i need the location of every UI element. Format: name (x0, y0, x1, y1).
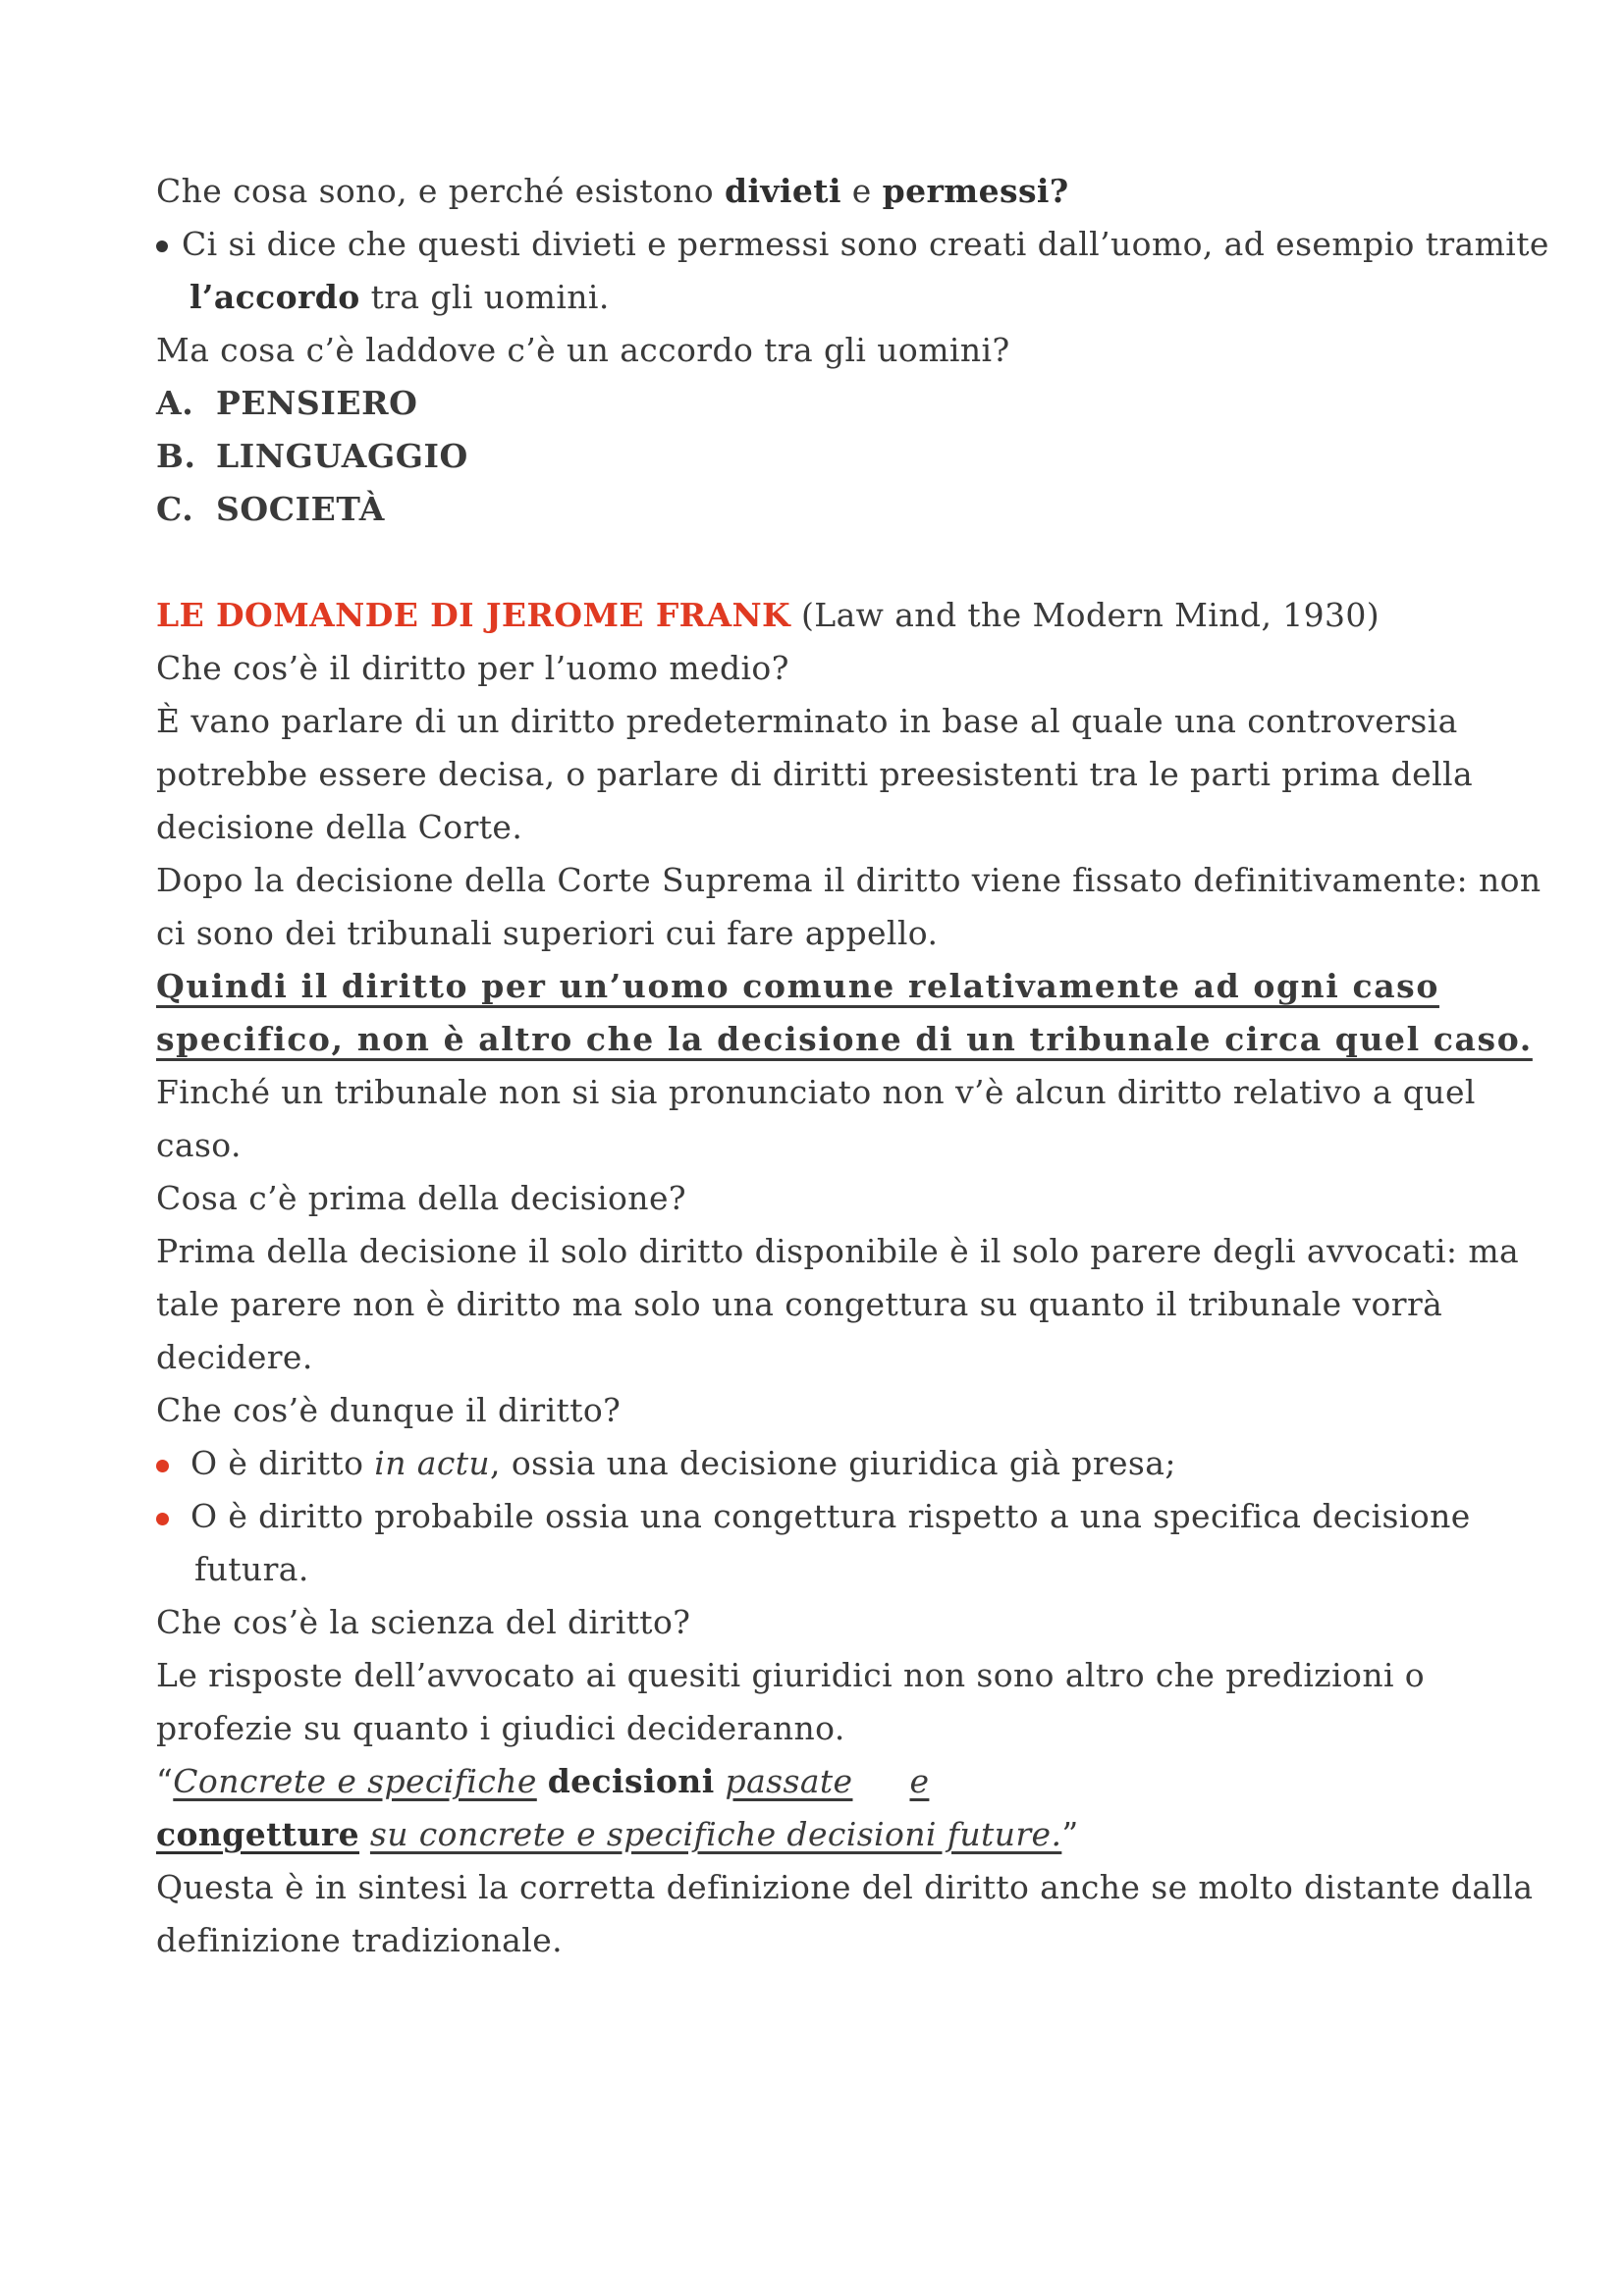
list-letter: B. (156, 437, 196, 475)
emphasis-line (156, 960, 1491, 1013)
list-text: SOCIETÀ (216, 490, 385, 528)
paragraph-line: definizione tradizionale. (156, 1921, 564, 1959)
paragraph-line: profezie su quanto i giudici decideranno. (156, 1709, 845, 1747)
bullet-icon (156, 1513, 169, 1525)
bullet-icon (156, 240, 168, 252)
paragraph-line: caso. (156, 1126, 242, 1164)
paragraph-line: potrebbe essere decisa, o parlare di diritti preesistenti tra le parti prima della (156, 755, 1474, 793)
emphasis-line (156, 1013, 1533, 1066)
quote-mark: ” (1061, 1815, 1079, 1853)
heading-reference: (Law and the Modern Mind, 1930) (790, 596, 1380, 634)
paragraph-line: tale parere non è diritto ma solo una congettura su quanto il tribunale vorrà (156, 1285, 1443, 1323)
text: O è diritto probabile ossia una congettura rispetto a una specifica decisione (190, 1497, 1471, 1535)
text: , ossia una decisione giuridica già presa; (490, 1444, 1176, 1482)
bullet-icon (156, 1460, 169, 1472)
italic-text: in actu (374, 1444, 491, 1482)
underlined-italic-text: su concrete e specifiche decisioni future. (369, 1815, 1062, 1853)
section-heading (156, 589, 1491, 642)
red-bullet-1 (156, 1437, 1491, 1490)
paragraph-line: Le risposte dell’avvocato ai quesiti giuridici non sono altro che predizioni o (156, 1656, 1426, 1694)
paragraph: Che cos’è la scienza del diritto? (156, 1603, 691, 1641)
underlined-italic-text: passate (725, 1762, 853, 1800)
underlined-bold-text: Quindi il diritto per un’uomo comune relativamente ad ogni caso (156, 967, 1439, 1005)
list-text: LINGUAGGIO (216, 437, 468, 475)
bold-text: l’accordo (189, 278, 360, 316)
intro-bullet-continued (156, 271, 1491, 324)
red-bullet-2-continued: futura. (194, 1550, 309, 1588)
text: Che cosa sono, e perché esistono (156, 172, 725, 210)
text: O è diritto (190, 1444, 375, 1482)
underlined-bold-text: congetture (156, 1815, 360, 1853)
text: tra gli uomini. (359, 278, 610, 316)
underlined-italic-text: e (909, 1762, 930, 1800)
red-bullet-2 (156, 1490, 1491, 1543)
paragraph-line: Dopo la decisione della Corte Suprema il diritto viene fissato definitivamente: non (156, 861, 1542, 899)
paragraph-line: Questa è in sintesi la corretta definizione del diritto anche se molto distante dalla (156, 1868, 1534, 1906)
underlined-italic-text: Concrete e specifiche (173, 1762, 537, 1800)
paragraph-line: ci sono dei tribunali superiori cui fare appello. (156, 914, 939, 952)
paragraph: Cosa c’è prima della decisione? (156, 1179, 686, 1217)
intro-bullet (156, 218, 1549, 271)
paragraph: Che cos’è dunque il diritto? (156, 1391, 622, 1429)
paragraph-line: Finché un tribunale non si sia pronunciato non v’è alcun diritto relativo a quel (156, 1073, 1476, 1111)
paragraph-line: decidere. (156, 1338, 313, 1376)
bold-text: decisioni (547, 1762, 715, 1800)
list-letter: C. (156, 490, 194, 528)
paragraph-line: Prima della decisione il solo diritto disponibile è il solo parere degli avvocati: ma (156, 1232, 1520, 1270)
list-letter: A. (156, 384, 194, 422)
paragraph-line: È vano parlare di un diritto predeterminato in base al quale una controversia (156, 702, 1458, 740)
paragraph-line: decisione della Corte. (156, 808, 523, 846)
list-text: PENSIERO (216, 384, 418, 422)
intro-question-2: Ma cosa c’è laddove c’è un accordo tra gli uomini? (156, 331, 1010, 369)
heading-title: LE DOMANDE DI JEROME FRANK (156, 596, 791, 634)
bold-text: divieti (724, 172, 841, 210)
list-item-a (156, 377, 1491, 430)
document-page (156, 165, 1549, 1967)
quote-line-1 (156, 1755, 1491, 1808)
paragraph: Che cos’è il diritto per l’uomo medio? (156, 649, 789, 687)
intro-question (156, 165, 1491, 218)
underlined-bold-text: specifico, non è altro che la decisione di un tribunale circa quel caso. (156, 1020, 1533, 1058)
quote-line-2 (156, 1808, 1491, 1861)
list-item-b (156, 430, 1491, 483)
bold-text: permessi? (882, 172, 1069, 210)
text: e (840, 172, 883, 210)
list-item-c (156, 483, 1491, 536)
quote-mark: “ (156, 1762, 174, 1800)
spacer (156, 536, 1491, 589)
text: Ci si dice che questi divieti e permessi sono creati dall’uomo, ad esempio tramite (182, 225, 1549, 263)
